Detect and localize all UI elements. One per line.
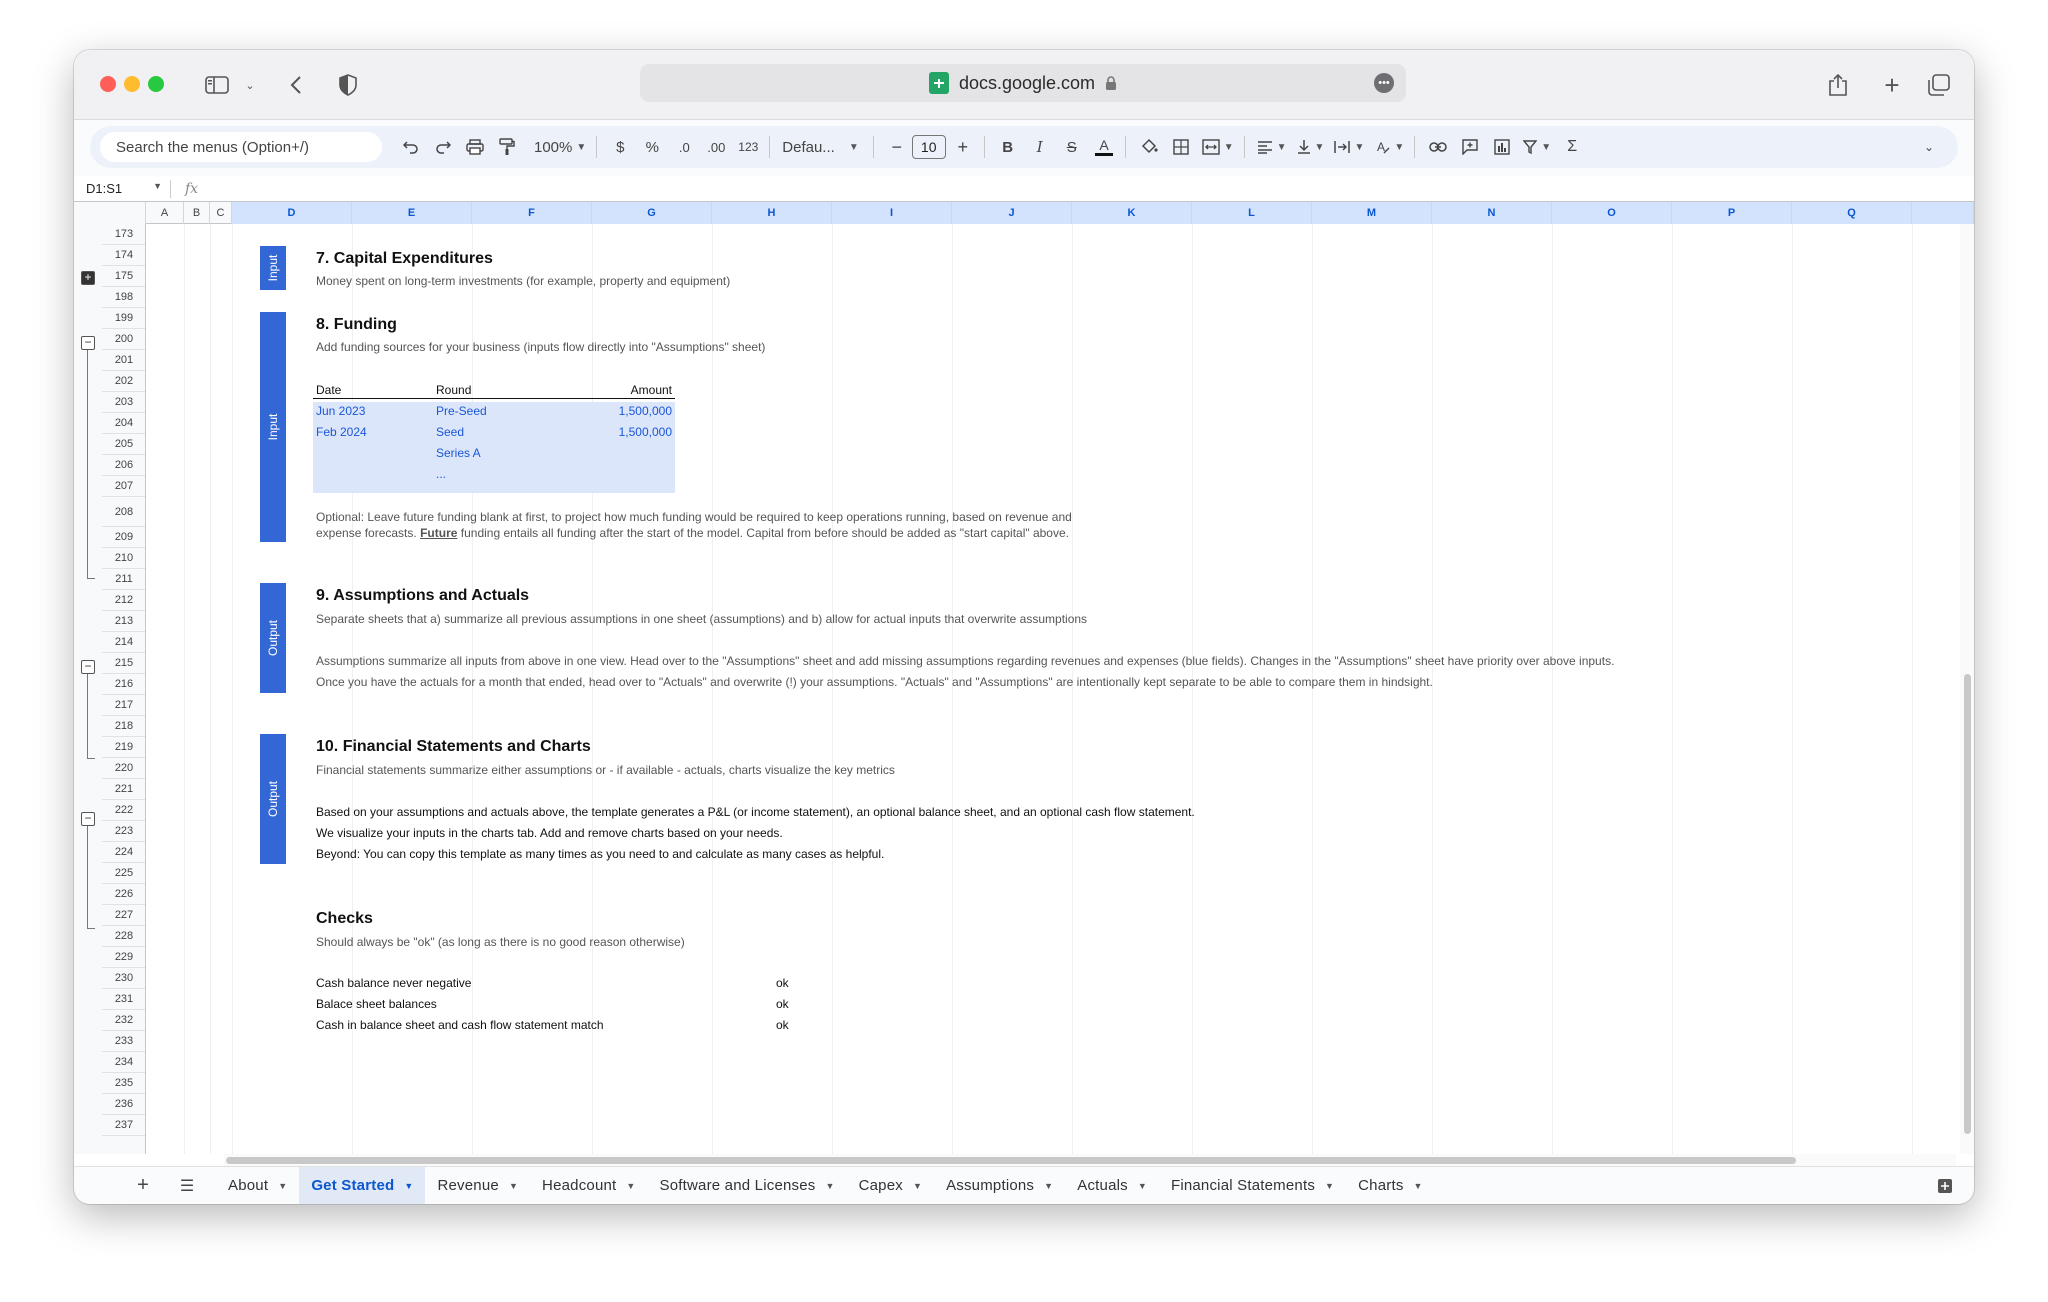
sheet-tab-capex[interactable] <box>847 1167 934 1205</box>
zoom-window-button[interactable] <box>148 76 164 92</box>
funding-amount-cell[interactable]: 1,500,000 <box>618 404 672 418</box>
grid-column-line <box>952 224 953 1154</box>
column-header-p[interactable]: P <box>1672 202 1792 224</box>
row-header[interactable]: 235 <box>102 1073 146 1094</box>
expand-group-icon[interactable]: + <box>81 271 95 285</box>
collapse-group-icon[interactable]: − <box>81 660 95 674</box>
column-header-q[interactable]: Q <box>1792 202 1912 224</box>
row-header[interactable]: 229 <box>102 947 146 968</box>
row-header[interactable]: 207 <box>102 476 146 497</box>
column-header-k[interactable]: K <box>1072 202 1192 224</box>
horizontal-scroll-thumb[interactable] <box>226 1157 1796 1164</box>
text-color-icon[interactable] <box>1089 132 1119 162</box>
funding-header-date[interactable]: Date <box>316 383 342 397</box>
formula-divider <box>170 180 171 198</box>
section-subtitle-checks[interactable]: Should always be "ok" (as long as there is no good reason otherwise) <box>316 935 685 949</box>
collapse-toolbar-icon[interactable]: ⌄ <box>1923 140 1935 154</box>
sheet-tab-label: Financial Statements <box>1170 1177 1316 1194</box>
horizontal-align-icon[interactable] <box>1253 132 1291 162</box>
sheet-tab-assumptions[interactable] <box>934 1167 1065 1205</box>
row-header[interactable]: 233 <box>102 1031 146 1052</box>
badge-label: Output <box>266 619 280 657</box>
row-header[interactable]: 230 <box>102 968 146 989</box>
financials-text-line-1[interactable]: Based on your assumptions and actuals above, the template generates a P&L (or income statement), an optional balance sheet, and an optional cash flow statement. <box>316 805 1195 819</box>
all-sheets-icon[interactable]: ☰ <box>179 1177 195 1195</box>
column-header-d[interactable]: D <box>232 202 352 224</box>
lock-icon <box>1105 75 1117 91</box>
column-header-c[interactable]: C <box>210 202 232 224</box>
sheet-tab-revenue[interactable] <box>425 1167 530 1205</box>
privacy-shield-icon[interactable] <box>336 70 360 100</box>
font-select[interactable] <box>778 132 866 162</box>
funding-round-cell[interactable]: Series A <box>436 446 481 460</box>
vertical-scroll-thumb[interactable] <box>1964 674 1971 1134</box>
grid-column-line <box>1432 224 1433 1154</box>
grid-column-line <box>472 224 473 1154</box>
text-wrapping-icon[interactable] <box>1330 132 1368 162</box>
funding-round-cell[interactable]: Pre-Seed <box>436 404 487 418</box>
sheet-tab-software-and-licenses[interactable] <box>648 1167 847 1205</box>
grid-column-line <box>1792 224 1793 1154</box>
column-header-e[interactable]: E <box>352 202 472 224</box>
row-header[interactable]: 224 <box>102 842 146 863</box>
section-title-checks[interactable]: Checks <box>316 910 373 927</box>
funding-note-text: expense forecasts. <box>316 526 417 540</box>
toolbar-divider <box>1414 136 1415 158</box>
filter-icon[interactable] <box>1519 132 1555 162</box>
increase-font-size-icon[interactable]: + <box>957 136 968 157</box>
caret-down-icon[interactable]: ▼ <box>626 1180 636 1191</box>
column-header-g[interactable]: G <box>592 202 712 224</box>
row-header[interactable]: 222 <box>102 800 146 821</box>
text-rotation-icon[interactable] <box>1370 132 1408 162</box>
row-header[interactable]: 200 <box>102 329 146 350</box>
grid-column-line <box>1072 224 1073 1154</box>
caret-down-icon[interactable]: ▼ <box>404 1180 414 1191</box>
row-header[interactable]: 236 <box>102 1094 146 1115</box>
merge-cells-icon[interactable] <box>1198 132 1238 162</box>
row-header[interactable]: 198 <box>102 287 146 308</box>
caret-down-icon: ▼ <box>153 181 162 191</box>
new-tab-icon[interactable]: + <box>1884 69 1900 100</box>
row-header[interactable]: 175 <box>102 266 146 287</box>
grid-column-line <box>592 224 593 1154</box>
financials-text-line-2[interactable]: We visualize your inputs in the charts tab. Add and remove charts based on your needs. <box>316 826 783 840</box>
column-header-f[interactable]: F <box>472 202 592 224</box>
row-header[interactable]: 227 <box>102 905 146 926</box>
row-header[interactable]: 231 <box>102 989 146 1010</box>
name-box-value: D1:S1 <box>86 181 123 196</box>
section-title-funding[interactable]: 8. Funding <box>316 316 397 333</box>
row-header[interactable]: 219 <box>102 737 146 758</box>
toolbar-divider <box>1125 136 1126 158</box>
funding-note-text: funding entails all funding after the start of the model. Capital from before should be added as "start capital" above. <box>460 526 1069 540</box>
grid-column-line <box>210 224 211 1154</box>
row-header[interactable]: 205 <box>102 434 146 455</box>
toolbar-divider <box>596 136 597 158</box>
grid-column-line <box>1672 224 1673 1154</box>
column-header-i[interactable]: I <box>832 202 952 224</box>
caret-down-icon[interactable]: ▼ <box>1413 1180 1423 1191</box>
section-title-capex[interactable]: 7. Capital Expenditures <box>316 250 493 267</box>
google-sheets-icon <box>929 72 949 94</box>
minimize-window-button[interactable] <box>124 76 140 92</box>
collapse-group-icon[interactable]: − <box>81 336 95 350</box>
sheet-tab-label: About <box>228 1177 269 1194</box>
row-header[interactable]: 220 <box>102 758 146 779</box>
zoom-select[interactable] <box>530 132 590 162</box>
output-badge <box>260 583 286 693</box>
input-badge <box>260 312 286 542</box>
row-header[interactable]: 199 <box>102 308 146 329</box>
group-line-end <box>87 578 95 579</box>
column-header-l[interactable]: L <box>1192 202 1312 224</box>
sheets-toolbar <box>90 126 1958 168</box>
grid-column-line <box>712 224 713 1154</box>
italic-button[interactable]: I <box>1036 138 1043 156</box>
undo-icon[interactable] <box>396 132 426 162</box>
row-header-column <box>102 224 146 1154</box>
column-header-overflow <box>1912 202 1974 224</box>
tab-overview-icon[interactable] <box>1926 70 1952 100</box>
check-label[interactable]: Cash in balance sheet and cash flow statement match <box>316 1018 604 1032</box>
fill-color-icon[interactable] <box>1134 132 1164 162</box>
vertical-scrollbar[interactable] <box>1960 224 1974 1154</box>
caret-down-icon[interactable]: ▼ <box>1137 1180 1147 1191</box>
formula-bar <box>74 176 1974 202</box>
collapse-group-icon[interactable]: − <box>81 812 95 826</box>
caret-down-icon[interactable]: ▼ <box>825 1180 835 1191</box>
caret-down-icon: ▼ <box>1276 141 1287 153</box>
sheet-tab-label: Headcount <box>542 1177 617 1194</box>
menu-search-input[interactable]: Search the menus (Option+/) <box>100 132 382 162</box>
funding-note-line-2[interactable] <box>316 526 1069 540</box>
badge-label: Input <box>266 254 280 282</box>
increase-decimals-button[interactable]: .00 <box>707 139 726 155</box>
insert-chart-icon[interactable] <box>1487 132 1517 162</box>
borders-icon[interactable] <box>1166 132 1196 162</box>
row-header[interactable]: 173 <box>102 224 146 245</box>
caret-down-icon: ▼ <box>1223 141 1234 153</box>
sheet-tab-label: Assumptions <box>946 1177 1035 1194</box>
column-header-row <box>74 202 1974 224</box>
print-icon[interactable] <box>460 132 490 162</box>
row-header[interactable]: 214 <box>102 632 146 653</box>
grid-column-line <box>1312 224 1313 1154</box>
funding-round-cell[interactable]: Seed <box>436 425 465 439</box>
font-size-input[interactable]: 10 <box>912 135 946 159</box>
caret-down-icon: ▼ <box>1354 141 1365 153</box>
row-header[interactable]: 203 <box>102 392 146 413</box>
output-badge <box>260 734 286 864</box>
section-title-financials[interactable]: 10. Financial Statements and Charts <box>316 738 591 755</box>
section-subtitle-financials[interactable]: Financial statements summarize either assumptions or - if available - actuals, charts visualize the key metrics <box>316 763 895 777</box>
row-header[interactable]: 232 <box>102 1010 146 1031</box>
funding-header-underline <box>313 398 675 399</box>
font-value: Defau... <box>782 138 835 156</box>
caret-down-icon: ▼ <box>1314 141 1325 153</box>
funding-header-round[interactable]: Round <box>436 383 472 397</box>
row-header[interactable]: 204 <box>102 413 146 434</box>
check-status[interactable]: ok <box>776 976 789 990</box>
horizontal-scrollbar[interactable] <box>224 1154 1956 1166</box>
row-header[interactable]: 226 <box>102 884 146 905</box>
row-header[interactable]: 237 <box>102 1115 146 1136</box>
sheet-tab-get-started[interactable] <box>299 1167 425 1205</box>
row-header[interactable]: 211 <box>102 569 146 590</box>
column-header-a[interactable]: A <box>146 202 184 224</box>
sheet-tab-about[interactable] <box>216 1167 299 1205</box>
grid-column-line <box>232 224 233 1154</box>
group-line-end <box>87 928 95 929</box>
row-header[interactable]: 225 <box>102 863 146 884</box>
grid-column-line <box>832 224 833 1154</box>
row-header[interactable]: 213 <box>102 611 146 632</box>
row-header[interactable]: 209 <box>102 527 146 548</box>
grid-column-line <box>1192 224 1193 1154</box>
select-all-corner[interactable] <box>74 202 146 224</box>
check-status[interactable]: ok <box>776 997 789 1011</box>
section-subtitle-assumptions[interactable]: Separate sheets that a) summarize all previous assumptions in one sheet (assumptions) and b) allow for actual inputs that overwrite assumptions <box>316 612 1088 626</box>
row-header[interactable]: 215 <box>102 653 146 674</box>
column-header-j[interactable]: J <box>952 202 1072 224</box>
caret-down-icon: ▼ <box>848 141 859 153</box>
future-link[interactable]: Future <box>420 526 458 540</box>
check-label[interactable]: Cash balance never negative <box>316 976 472 990</box>
row-header[interactable]: 201 <box>102 350 146 371</box>
row-group-gutter <box>74 224 102 1154</box>
sheet-tab-actuals[interactable] <box>1065 1167 1159 1205</box>
column-header-b[interactable]: B <box>184 202 210 224</box>
caret-down-icon[interactable]: ▼ <box>1325 1180 1335 1191</box>
funding-header-amount[interactable]: Amount <box>630 383 672 397</box>
financials-text-line-3[interactable]: Beyond: You can copy this template as many times as you need to and calculate as many cases as helpful. <box>316 847 885 861</box>
grid-column-line <box>1912 224 1913 1154</box>
zoom-value: 100% <box>534 138 573 156</box>
funding-round-cell[interactable]: ... <box>436 467 447 481</box>
badge-label: Output <box>266 780 280 818</box>
funding-date-cell[interactable]: Jun 2023 <box>316 404 366 418</box>
sheets-toolbar-row <box>74 120 1974 176</box>
toolbar-divider <box>1244 136 1245 158</box>
svg-text:A: A <box>1377 140 1386 154</box>
format-currency-button[interactable]: $ <box>616 138 625 156</box>
title-bar <box>74 50 1974 120</box>
sheet-tabs-bar <box>74 1166 1974 1204</box>
formula-input[interactable] <box>198 176 1974 202</box>
toolbar-divider <box>769 136 770 158</box>
url-text: docs.google.com <box>958 72 1096 93</box>
funding-date-cell[interactable]: Feb 2024 <box>316 425 367 439</box>
column-header-n[interactable]: N <box>1432 202 1552 224</box>
sheet-grid[interactable] <box>146 224 1974 1154</box>
back-icon[interactable] <box>286 70 306 100</box>
sheet-tab-label: Revenue <box>437 1177 499 1194</box>
strikethrough-icon[interactable]: S <box>1066 138 1077 156</box>
format-percent-button[interactable]: % <box>645 138 659 156</box>
funding-note-line-1[interactable]: Optional: Leave future funding blank at first, to project how much funding would be required to keep operations running, based on revenue and <box>316 510 1072 524</box>
row-header[interactable]: 202 <box>102 371 146 392</box>
toolbar-divider <box>984 136 985 158</box>
fx-icon: fx <box>185 180 199 197</box>
explore-icon[interactable] <box>1930 1171 1960 1201</box>
toolbar-divider <box>873 136 874 158</box>
grid-column-line <box>1552 224 1553 1154</box>
caret-down-icon: ▼ <box>1394 141 1405 153</box>
input-badge <box>260 246 286 290</box>
row-header[interactable]: 217 <box>102 695 146 716</box>
column-header-m[interactable]: M <box>1312 202 1432 224</box>
name-box[interactable] <box>74 181 170 196</box>
browser-window <box>74 50 1974 1204</box>
sheet-tab-label: Get Started <box>311 1177 395 1194</box>
insert-link-icon[interactable] <box>1423 132 1453 162</box>
funding-amount-cell[interactable]: 1,500,000 <box>618 425 672 439</box>
row-header[interactable]: 174 <box>102 245 146 266</box>
vertical-align-icon[interactable] <box>1293 132 1329 162</box>
group-line-end <box>87 758 95 759</box>
section-subtitle-capex[interactable]: Money spent on long-term investments (for example, property and equipment) <box>316 274 731 288</box>
grid-column-line <box>184 224 185 1154</box>
check-status[interactable]: ok <box>776 1018 789 1032</box>
row-header[interactable]: 234 <box>102 1052 146 1073</box>
assumptions-text-line-2[interactable]: Once you have the actuals for a month that ended, head over to "Actuals" and overwrite (!) your assumptions. "Actuals" and "Assumptions" are intentionally kept separate to be able to compare them in hindsight. <box>316 675 1433 689</box>
decrease-font-size-icon[interactable]: − <box>891 136 902 157</box>
row-header[interactable]: 216 <box>102 674 146 695</box>
row-header[interactable]: 206 <box>102 455 146 476</box>
column-header-o[interactable]: O <box>1552 202 1672 224</box>
sheet-tab-label: Charts <box>1358 1177 1404 1194</box>
close-window-button[interactable] <box>100 76 116 92</box>
sheet-tab-financial-statements[interactable] <box>1159 1167 1346 1205</box>
section-subtitle-funding[interactable]: Add funding sources for your business (inputs flow directly into "Assumptions" sheet) <box>316 340 766 354</box>
sheet-tab-charts[interactable] <box>1346 1167 1435 1205</box>
more-icon[interactable]: ••• <box>1374 73 1394 93</box>
caret-down-icon: ▼ <box>576 141 587 153</box>
row-header[interactable]: 208 <box>102 497 146 527</box>
group-line <box>87 826 88 928</box>
svg-text:A: A <box>1099 137 1109 153</box>
group-line <box>87 350 88 578</box>
share-icon[interactable] <box>1826 70 1850 100</box>
column-header-h[interactable]: H <box>712 202 832 224</box>
row-header[interactable]: 218 <box>102 716 146 737</box>
group-line <box>87 674 88 758</box>
row-header[interactable]: 210 <box>102 548 146 569</box>
grid-column-line <box>352 224 353 1154</box>
functions-button[interactable]: Σ <box>1567 138 1578 155</box>
redo-icon[interactable] <box>428 132 458 162</box>
chevron-down-icon[interactable]: ⌄ <box>245 79 255 92</box>
caret-down-icon[interactable]: ▼ <box>1044 1180 1054 1191</box>
row-header[interactable]: 223 <box>102 821 146 842</box>
sheet-tab-label: Capex <box>858 1177 903 1194</box>
bold-button[interactable]: B <box>1002 138 1014 156</box>
section-title-assumptions[interactable]: 9. Assumptions and Actuals <box>316 587 530 604</box>
row-header[interactable]: 221 <box>102 779 146 800</box>
assumptions-text-line-1[interactable]: Assumptions summarize all inputs from above in one view. Head over to the "Assumptions" sheet and add missing assumptions regarding revenues and expenses (blue fields). Changes in the "Assumptions" sheet have priority over above inputs. <box>316 654 1615 668</box>
caret-down-icon: ▼ <box>1541 141 1552 153</box>
caret-down-icon[interactable]: ▼ <box>508 1180 519 1191</box>
paint-format-icon[interactable] <box>492 132 522 162</box>
address-bar[interactable] <box>640 64 1406 102</box>
sheet-tab-label: Software and Licenses <box>659 1177 816 1194</box>
check-label[interactable]: Balace sheet balances <box>316 997 437 1011</box>
insert-comment-icon[interactable] <box>1455 132 1485 162</box>
row-header[interactable]: 212 <box>102 590 146 611</box>
badge-label: Input <box>266 413 280 441</box>
number-format-button[interactable]: 123 <box>738 140 759 154</box>
sheet-tab-label: Actuals <box>1077 1177 1128 1194</box>
caret-down-icon[interactable]: ▼ <box>912 1180 923 1191</box>
sidebar-icon[interactable] <box>202 70 232 100</box>
decrease-decimals-button[interactable]: .0 <box>678 139 690 155</box>
row-header[interactable]: 228 <box>102 926 146 947</box>
add-sheet-icon[interactable]: + <box>137 1174 149 1196</box>
sheet-tab-headcount[interactable] <box>530 1167 647 1205</box>
caret-down-icon[interactable]: ▼ <box>278 1180 288 1191</box>
